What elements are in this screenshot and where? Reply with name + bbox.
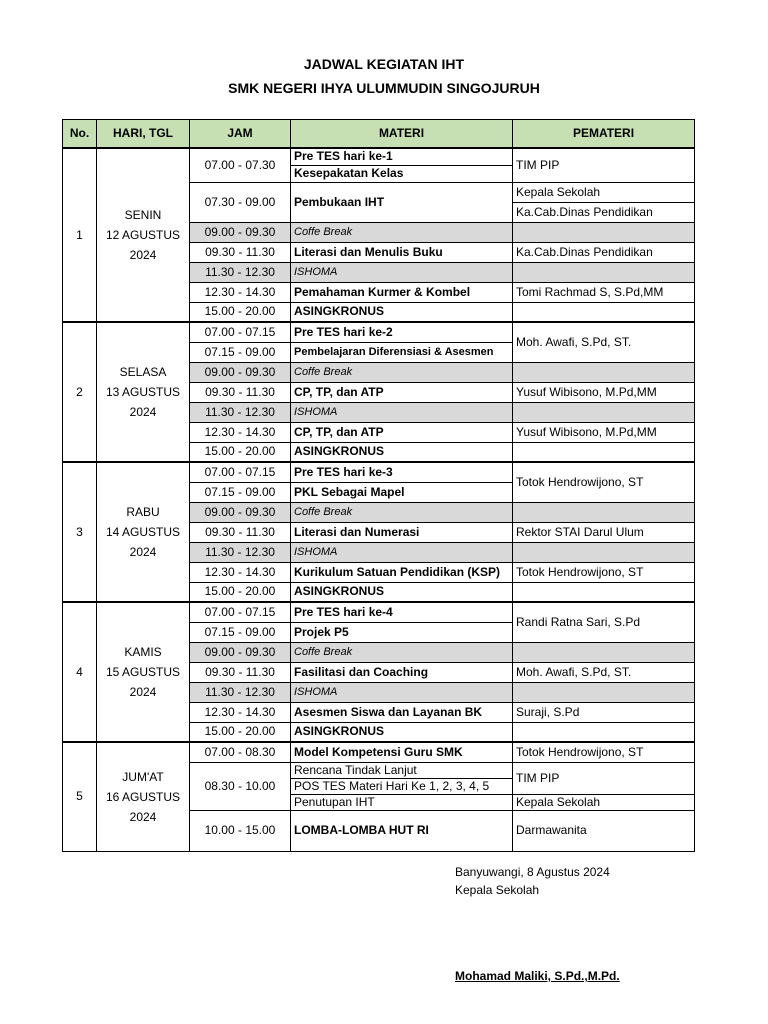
materi-cell: Pemahaman Kurmer & Kombel <box>291 282 513 302</box>
header-materi: MATERI <box>291 120 513 149</box>
header-no: No. <box>63 120 97 149</box>
pemateri-cell <box>513 502 695 522</box>
pemateri-cell: Totok Hendrowijono, ST <box>513 462 695 502</box>
pemateri-cell <box>513 402 695 422</box>
year-text: 2024 <box>129 545 157 559</box>
materi-cell: ISHOMA <box>291 402 513 422</box>
year-text: 2024 <box>129 405 157 419</box>
day-date <box>97 742 190 851</box>
materi-cell: Asesmen Siswa dan Layanan BK <box>291 702 513 722</box>
pemateri-cell: Ka.Cab.Dinas Pendidikan <box>513 242 695 262</box>
signature-name: Mohamad Maliki, S.Pd.,M.Pd. <box>455 969 620 983</box>
school-name: SMK NEGERI IHYA ULUMMUDIN SINGOJURUH <box>228 80 540 96</box>
pemateri-cell: Totok Hendrowijono, ST <box>513 562 695 582</box>
time-cell: 12.30 - 14.30 <box>190 702 291 722</box>
table-row <box>63 742 695 762</box>
pemateri-cell <box>513 302 695 322</box>
materi-cell: Kesepakatan Kelas <box>291 165 513 182</box>
materi-cell: LOMBA-LOMBA HUT RI <box>291 810 513 851</box>
pemateri-cell <box>513 642 695 662</box>
materi-cell: CP, TP, dan ATP <box>291 382 513 402</box>
time-cell: 09.00 - 09.30 <box>190 222 291 242</box>
time-cell: 12.30 - 14.30 <box>190 562 291 582</box>
table-row <box>63 148 695 165</box>
time-cell: 07.00 - 07.15 <box>190 322 291 342</box>
materi-cell: ASINGKRONUS <box>291 442 513 462</box>
time-cell: 12.30 - 14.30 <box>190 422 291 442</box>
materi-cell: Pre TES hari ke-2 <box>291 322 513 342</box>
pemateri-cell <box>513 682 695 702</box>
table-row <box>63 462 695 482</box>
schedule-table <box>62 119 695 852</box>
signature-place-date: Banyuwangi, 8 Agustus 2024 <box>455 865 610 879</box>
materi-cell: POS TES Materi Hari Ke 1, 2, 3, 4, 5 <box>291 778 513 794</box>
materi-cell: ASINGKRONUS <box>291 302 513 322</box>
materi-cell: Fasilitasi dan Coaching <box>291 662 513 682</box>
materi-cell: Pre TES hari ke-1 <box>291 148 513 165</box>
table-row <box>63 322 695 342</box>
pemateri-cell: Moh. Awafi, S.Pd, ST. <box>513 322 695 362</box>
day-date <box>97 148 190 322</box>
pemateri-cell: Moh. Awafi, S.Pd, ST. <box>513 662 695 682</box>
pemateri-cell: Kepala Sekolah <box>513 794 695 810</box>
time-cell: 15.00 - 20.00 <box>190 442 291 462</box>
pemateri-cell: Darmawanita <box>513 810 695 851</box>
materi-cell: Pre TES hari ke-4 <box>291 602 513 622</box>
time-cell: 08.30 - 10.00 <box>190 762 291 810</box>
date-text: 14 AGUSTUS <box>105 525 181 539</box>
day-number: 1 <box>63 148 97 322</box>
signature-role: Kepala Sekolah <box>455 883 540 897</box>
materi-cell: PKL Sebagai Mapel <box>291 482 513 502</box>
time-cell: 12.30 - 14.30 <box>190 282 291 302</box>
pemateri-cell: Tomi Rachmad S, S.Pd,MM <box>513 282 695 302</box>
day-name: SELASA <box>119 365 167 379</box>
pemateri-cell: Ka.Cab.Dinas Pendidikan <box>513 202 695 222</box>
header-day: HARI, TGL <box>97 120 190 149</box>
time-cell: 09.30 - 11.30 <box>190 382 291 402</box>
time-cell: 11.30 - 12.30 <box>190 402 291 422</box>
pemateri-cell <box>513 362 695 382</box>
time-cell: 09.30 - 11.30 <box>190 662 291 682</box>
time-cell: 07.00 - 07.30 <box>190 148 291 182</box>
day-name: RABU <box>126 505 160 519</box>
materi-cell: Pembukaan IHT <box>291 182 513 222</box>
time-cell: 15.00 - 20.00 <box>190 302 291 322</box>
date-text: 15 AGUSTUS <box>105 665 181 679</box>
materi-cell: ISHOMA <box>291 682 513 702</box>
time-cell: 15.00 - 20.00 <box>190 582 291 602</box>
pemateri-cell: Randi Ratna Sari, S.Pd <box>513 602 695 642</box>
time-cell: 11.30 - 12.30 <box>190 542 291 562</box>
table-header-row <box>63 120 695 149</box>
time-cell: 11.30 - 12.30 <box>190 682 291 702</box>
pemateri-cell <box>513 542 695 562</box>
time-cell: 09.00 - 09.30 <box>190 362 291 382</box>
day-date <box>97 322 190 462</box>
materi-cell: Coffe Break <box>291 222 513 242</box>
materi-cell: Pembelajaran Diferensiasi & Asesmen <box>291 342 513 362</box>
materi-cell: Projek P5 <box>291 622 513 642</box>
day-number: 5 <box>63 742 97 851</box>
materi-cell: Coffe Break <box>291 362 513 382</box>
materi-cell: Penutupan IHT <box>291 794 513 810</box>
pemateri-cell: Kepala Sekolah <box>513 182 695 202</box>
pemateri-cell: Yusuf Wibisono, M.Pd,MM <box>513 382 695 402</box>
date-text: 16 AGUSTUS <box>105 789 181 804</box>
materi-cell: ISHOMA <box>291 262 513 282</box>
document-title: JADWAL KEGIATAN IHT <box>303 56 465 72</box>
time-cell: 07.00 - 07.15 <box>190 462 291 482</box>
time-cell: 15.00 - 20.00 <box>190 722 291 742</box>
day-number: 4 <box>63 602 97 742</box>
header-pemateri: PEMATERI <box>513 120 695 149</box>
time-cell: 09.30 - 11.30 <box>190 242 291 262</box>
materi-cell: Coffe Break <box>291 642 513 662</box>
pemateri-cell <box>513 262 695 282</box>
time-cell: 11.30 - 12.30 <box>190 262 291 282</box>
pemateri-cell <box>513 222 695 242</box>
materi-cell: Coffe Break <box>291 502 513 522</box>
day-name: SENIN <box>124 208 162 222</box>
materi-cell: ISHOMA <box>291 542 513 562</box>
day-number: 2 <box>63 322 97 462</box>
day-date <box>97 602 190 742</box>
time-cell: 07.30 - 09.00 <box>190 182 291 222</box>
materi-cell: Literasi dan Menulis Buku <box>291 242 513 262</box>
pemateri-cell <box>513 722 695 742</box>
time-cell: 09.30 - 11.30 <box>190 522 291 542</box>
table-row <box>63 602 695 622</box>
pemateri-cell: TIM PIP <box>513 148 695 182</box>
materi-cell: Pre TES hari ke-3 <box>291 462 513 482</box>
pemateri-cell: Yusuf Wibisono, M.Pd,MM <box>513 422 695 442</box>
pemateri-cell: Rektor STAI Darul Ulum <box>513 522 695 542</box>
time-cell: 07.15 - 09.00 <box>190 622 291 642</box>
pemateri-cell <box>513 442 695 462</box>
materi-cell: Literasi dan Numerasi <box>291 522 513 542</box>
materi-cell: ASINGKRONUS <box>291 582 513 602</box>
header-jam: JAM <box>190 120 291 149</box>
year-text: 2024 <box>129 248 157 262</box>
date-text: 13 AGUSTUS <box>105 385 181 399</box>
year-text: 2024 <box>129 809 157 824</box>
pemateri-cell: TIM PIP <box>513 762 695 794</box>
time-cell: 09.00 - 09.30 <box>190 502 291 522</box>
year-text: 2024 <box>129 685 157 699</box>
materi-cell: Kurikulum Satuan Pendidikan (KSP) <box>291 562 513 582</box>
time-cell: 07.15 - 09.00 <box>190 482 291 502</box>
day-name: KAMIS <box>124 645 162 659</box>
time-cell: 07.15 - 09.00 <box>190 342 291 362</box>
pemateri-cell: Totok Hendrowijono, ST <box>513 742 695 762</box>
day-date <box>97 462 190 602</box>
materi-cell: Rencana Tindak Lanjut <box>291 762 513 778</box>
pemateri-cell: Suraji, S.Pd <box>513 702 695 722</box>
materi-cell: ASINGKRONUS <box>291 722 513 742</box>
day-name: JUM'AT <box>122 769 164 784</box>
pemateri-cell <box>513 582 695 602</box>
time-cell: 10.00 - 15.00 <box>190 810 291 851</box>
materi-cell: CP, TP, dan ATP <box>291 422 513 442</box>
time-cell: 07.00 - 08.30 <box>190 742 291 762</box>
time-cell: 09.00 - 09.30 <box>190 642 291 662</box>
time-cell: 07.00 - 07.15 <box>190 602 291 622</box>
day-number: 3 <box>63 462 97 602</box>
materi-cell: Model Kompetensi Guru SMK <box>291 742 513 762</box>
date-text: 12 AGUSTUS <box>105 228 181 242</box>
